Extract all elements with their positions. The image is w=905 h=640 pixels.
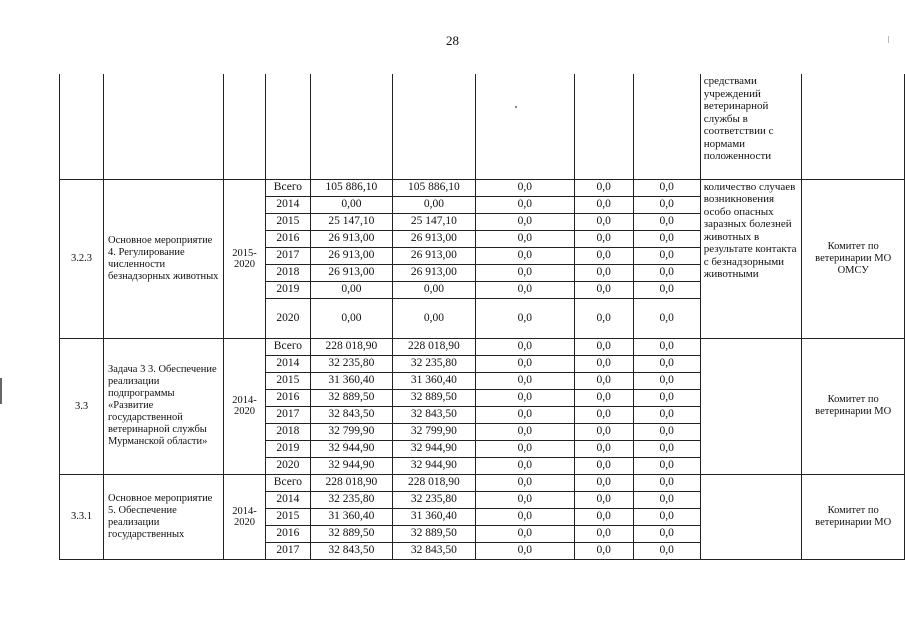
value-cell: 105 886,10 — [393, 179, 476, 196]
value-cell: 0,00 — [393, 298, 476, 338]
value-cell: 26 913,00 — [393, 264, 476, 281]
value-cell: 0,0 — [475, 281, 574, 298]
value-cell: 0,00 — [310, 298, 393, 338]
year-cell: 2019 — [266, 440, 310, 457]
value-cell: 0,0 — [633, 389, 700, 406]
year-cell: 2020 — [266, 298, 310, 338]
table-row — [60, 474, 905, 491]
value-cell: 0,0 — [574, 525, 633, 542]
value-cell: 32 944,90 — [310, 440, 393, 457]
value-cell: 0,0 — [633, 355, 700, 372]
section-period: 2014-2020 — [223, 474, 265, 559]
value-cell: 0,0 — [633, 372, 700, 389]
value-cell: 228 018,90 — [310, 474, 393, 491]
value-cell: 0,0 — [633, 542, 700, 559]
value-cell: 0,0 — [633, 196, 700, 213]
year-cell: 2014 — [266, 355, 310, 372]
value-cell: 26 913,00 — [310, 264, 393, 281]
value-cell: 0,0 — [475, 423, 574, 440]
value-cell: 0,0 — [633, 508, 700, 525]
responsible-cell: Комитет по ветеринарии МО ОМСУ — [802, 179, 905, 338]
table-row — [60, 179, 905, 196]
year-cell: 2020 — [266, 457, 310, 474]
edge-tick-mark — [888, 36, 889, 43]
value-cell: 0,0 — [475, 389, 574, 406]
value-cell: 32 889,50 — [310, 525, 393, 542]
value-cell: 32 799,90 — [310, 423, 393, 440]
value-cell: 0,0 — [633, 474, 700, 491]
table-row — [60, 338, 905, 355]
value-cell: 0,0 — [633, 247, 700, 264]
value-cell: 0,0 — [633, 264, 700, 281]
value-cell: 31 360,40 — [310, 372, 393, 389]
section-code: 3.3.1 — [60, 474, 104, 559]
responsible-cell: Комитет по ветеринарии МО — [802, 474, 905, 559]
section-name: Основное мероприятие 5. Обеспечение реализации государственных — [104, 474, 224, 559]
value-cell: 0,0 — [574, 474, 633, 491]
year-cell: 2015 — [266, 213, 310, 230]
value-cell: 0,0 — [475, 406, 574, 423]
section-period: 2014-2020 — [223, 338, 265, 474]
value-cell: 0,0 — [574, 281, 633, 298]
year-cell: 2018 — [266, 423, 310, 440]
value-cell: 31 360,40 — [310, 508, 393, 525]
value-cell: 0,0 — [574, 423, 633, 440]
value-cell: 32 889,50 — [310, 389, 393, 406]
cell-empty — [266, 74, 310, 179]
value-cell: 0,0 — [633, 406, 700, 423]
value-cell: 0,0 — [475, 508, 574, 525]
value-cell: 0,0 — [475, 196, 574, 213]
value-cell: 32 235,80 — [310, 355, 393, 372]
cell-empty — [574, 74, 633, 179]
value-cell: 228 018,90 — [393, 474, 476, 491]
value-cell: 32 843,50 — [310, 542, 393, 559]
value-cell: 0,0 — [574, 440, 633, 457]
value-cell: 0,0 — [475, 230, 574, 247]
value-cell: 0,0 — [574, 298, 633, 338]
value-cell: 25 147,10 — [310, 213, 393, 230]
value-cell: 0,00 — [310, 281, 393, 298]
value-cell: 32 944,90 — [393, 457, 476, 474]
section-code: 3.2.3 — [60, 179, 104, 338]
value-cell: 0,0 — [574, 230, 633, 247]
value-cell: 25 147,10 — [393, 213, 476, 230]
value-cell: 32 843,50 — [310, 406, 393, 423]
cell-empty — [104, 74, 224, 179]
year-cell: 2017 — [266, 406, 310, 423]
value-cell: 0,0 — [574, 264, 633, 281]
value-cell: 0,0 — [574, 389, 633, 406]
value-cell: 0,0 — [475, 542, 574, 559]
value-cell: 32 235,80 — [393, 355, 476, 372]
year-cell: 2017 — [266, 247, 310, 264]
value-cell: 0,0 — [574, 355, 633, 372]
value-cell: 0,0 — [574, 338, 633, 355]
value-cell: 0,0 — [633, 230, 700, 247]
value-cell: 26 913,00 — [393, 230, 476, 247]
value-cell: 0,0 — [574, 406, 633, 423]
year-cell: 2017 — [266, 542, 310, 559]
section-code: 3.3 — [60, 338, 104, 474]
value-cell: 0,00 — [310, 196, 393, 213]
indicator-cell: средствами учреждений ветеринарной службы в соответствии с нормами положенности — [700, 74, 802, 179]
value-cell: 0,0 — [574, 457, 633, 474]
value-cell: 0,0 — [475, 338, 574, 355]
value-cell: 0,0 — [574, 196, 633, 213]
value-cell: 0,0 — [475, 213, 574, 230]
value-cell: 32 843,50 — [393, 406, 476, 423]
value-cell: 0,0 — [633, 491, 700, 508]
year-cell: 2015 — [266, 508, 310, 525]
year-cell: Всего — [266, 179, 310, 196]
scan-edge-mark — [0, 378, 2, 404]
value-cell: 0,0 — [574, 247, 633, 264]
value-cell: 0,0 — [633, 525, 700, 542]
value-cell: 31 360,40 — [393, 508, 476, 525]
value-cell: 32 799,90 — [393, 423, 476, 440]
value-cell: 0,0 — [633, 423, 700, 440]
value-cell: 0,0 — [475, 298, 574, 338]
cell-empty — [475, 74, 574, 179]
indicator-cell: количество случаев возникновения особо опасных заразных болезней животных в результате контакта с безнадзорными животными — [700, 179, 802, 338]
table-body — [60, 74, 905, 559]
section-period: 2015-2020 — [223, 179, 265, 338]
value-cell: 26 913,00 — [310, 230, 393, 247]
value-cell: 0,0 — [574, 542, 633, 559]
value-cell: 0,0 — [475, 491, 574, 508]
year-cell: 2016 — [266, 389, 310, 406]
year-cell: Всего — [266, 338, 310, 355]
value-cell: 32 235,80 — [310, 491, 393, 508]
value-cell: 105 886,10 — [310, 179, 393, 196]
value-cell: 32 235,80 — [393, 491, 476, 508]
value-cell: 0,0 — [574, 491, 633, 508]
value-cell: 0,0 — [574, 372, 633, 389]
year-cell: 2014 — [266, 196, 310, 213]
value-cell: 32 944,90 — [310, 457, 393, 474]
year-cell: 2014 — [266, 491, 310, 508]
value-cell: 0,0 — [475, 440, 574, 457]
value-cell: 32 889,50 — [393, 389, 476, 406]
cell-empty — [393, 74, 476, 179]
year-cell: Всего — [266, 474, 310, 491]
value-cell: 0,0 — [475, 372, 574, 389]
cell-empty — [223, 74, 265, 179]
value-cell: 0,0 — [633, 281, 700, 298]
value-cell: 32 944,90 — [393, 440, 476, 457]
year-cell: 2018 — [266, 264, 310, 281]
value-cell: 0,00 — [393, 281, 476, 298]
section-name: Основное мероприятие 4. Регулирование численности безнадзорных животных — [104, 179, 224, 338]
value-cell: 0,0 — [633, 457, 700, 474]
value-cell: 0,0 — [475, 355, 574, 372]
value-cell: 32 843,50 — [393, 542, 476, 559]
cell-empty — [60, 74, 104, 179]
value-cell: 0,0 — [475, 474, 574, 491]
value-cell: 0,00 — [393, 196, 476, 213]
value-cell: 0,0 — [633, 440, 700, 457]
value-cell: 0,0 — [475, 457, 574, 474]
year-cell: 2015 — [266, 372, 310, 389]
value-cell: 26 913,00 — [310, 247, 393, 264]
year-cell: 2016 — [266, 230, 310, 247]
indicator-cell — [700, 474, 802, 559]
page-number: 28 — [446, 33, 459, 48]
value-cell: 0,0 — [574, 179, 633, 196]
value-cell: 0,0 — [574, 213, 633, 230]
value-cell: 26 913,00 — [393, 247, 476, 264]
cell-empty — [633, 74, 700, 179]
value-cell: 0,0 — [574, 508, 633, 525]
section-name: Задача 3 3. Обеспечение реализации подпрограммы «Развитие государственной ветеринарной службы Мурманской области» — [104, 338, 224, 474]
value-cell: 0,0 — [633, 179, 700, 196]
value-cell: 0,0 — [475, 264, 574, 281]
table-row-continuation — [60, 74, 905, 179]
value-cell: 0,0 — [475, 179, 574, 196]
year-cell: 2016 — [266, 525, 310, 542]
value-cell: 0,0 — [633, 213, 700, 230]
value-cell: 0,0 — [633, 338, 700, 355]
cell-empty — [802, 74, 905, 179]
value-cell: 0,0 — [475, 247, 574, 264]
cell-empty — [310, 74, 393, 179]
indicator-cell — [700, 338, 802, 474]
value-cell: 31 360,40 — [393, 372, 476, 389]
year-cell: 2019 — [266, 281, 310, 298]
program-finance-table — [59, 74, 905, 560]
value-cell: 228 018,90 — [393, 338, 476, 355]
responsible-cell: Комитет по ветеринарии МО — [802, 338, 905, 474]
value-cell: 32 889,50 — [393, 525, 476, 542]
value-cell: 228 018,90 — [310, 338, 393, 355]
value-cell: 0,0 — [475, 525, 574, 542]
value-cell: 0,0 — [633, 298, 700, 338]
